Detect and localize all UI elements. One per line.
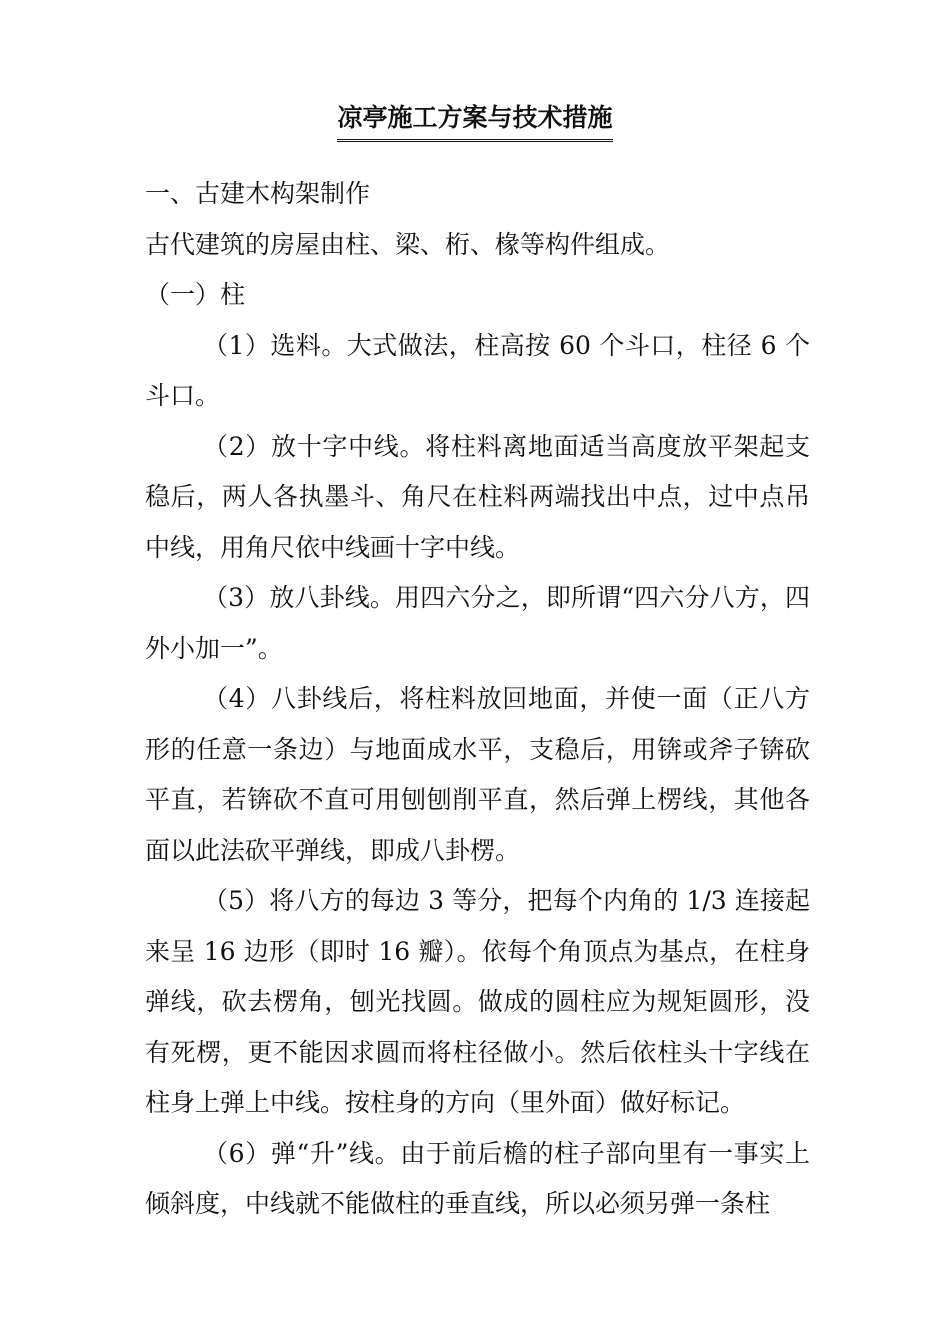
step-paragraph-2: （2）放十字中线。将柱料离地面适当高度放平架起支稳后，两人各执墨斗、角尺在柱料两端找出中点，过中点吊中线，用角尺依中线画十字中线。 [145,431,810,562]
step-paragraph-5: （5）将八方的每边 3 等分，把每个内角的 1/3 连接起来呈 16 边形（即时 16 瓣）。依每个角顶点为基点，在柱身弹线，砍去楞角，刨光找圆。做成的圆柱应为规矩圆形，没有死楞，更不能因求圆而将柱径做小。然后依柱头十字线在柱身上弹上中线。按柱身的方向（里外面）做好标记。 [145,886,810,1117]
section-heading: 一、古建木构架制作 [145,179,371,208]
step-paragraph-3: （3）放八卦线。用四六分之，即所谓“四六分八方，四外小加一”。 [145,583,810,663]
document-body [145,169,810,1230]
document-title [0,98,950,142]
step-paragraph-1: （1）选料。大式做法，柱高按 60 个斗口，柱径 6 个斗口。 [145,330,810,410]
step-paragraph-4: （4）八卦线后，将柱料放回地面，并使一面（正八方形的任意一条边）与地面成水平，支稳后，用锛或斧子锛砍平直，若锛砍不直可用刨刨削平直，然后弹上楞线，其他各面以此法砍平弹线，即成八卦楞。 [145,684,810,865]
step-paragraph-6: （6）弹“升”线。由于前后檐的柱子部向里有一事实上倾斜度，中线就不能做柱的垂直线，所以必须另弹一条柱 [145,1138,810,1218]
subsection-heading: （一）柱 [145,280,246,309]
document-title-text: 凉亭施工方案与技术措施 [337,98,612,142]
intro-paragraph: 古代建筑的房屋由柱、梁、桁、椽等构件组成。 [145,229,671,259]
